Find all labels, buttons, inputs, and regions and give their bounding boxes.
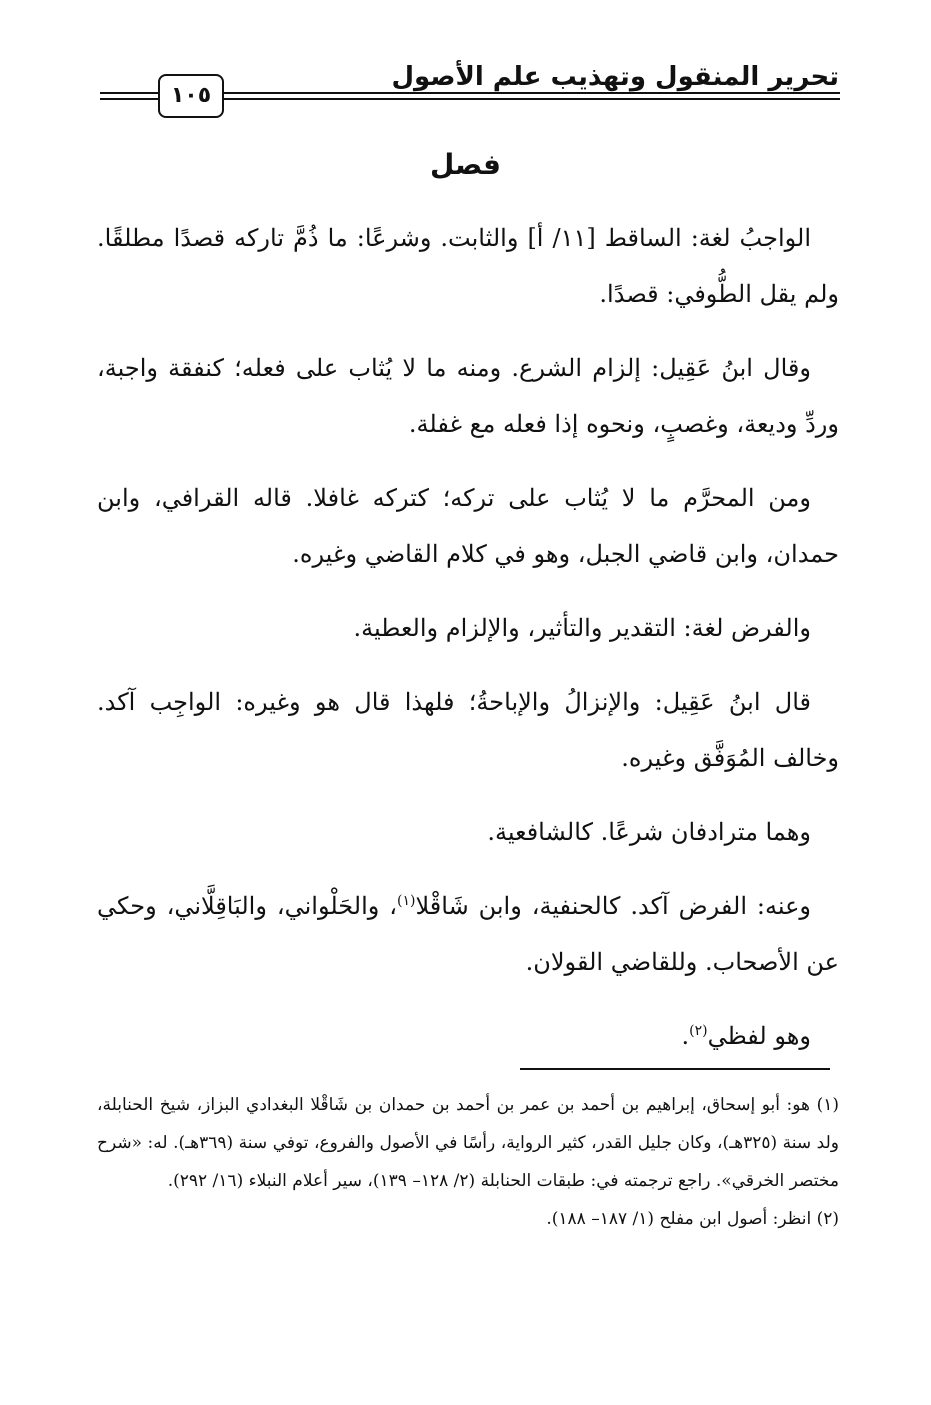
paragraph-text: وعنه: الفرض آكد. كالحنفية، وابن شَاقْلا: [415, 892, 811, 920]
footnote-reference-1[interactable]: (١): [397, 893, 416, 909]
paragraph-ibn-aqil-inzal: قال ابنُ عَقِيل: والإنزالُ والإباحةُ؛ فلهذا قال هو وغيره: الواجِب آكد. وخالف المُوَفَّق وغيره.: [97, 688, 839, 772]
footnote-reference-2[interactable]: (٢): [689, 1023, 708, 1039]
footnote-2: (٢) انظر: أصول ابن مفلح (١/ ١٨٧– ١٨٨).: [546, 1209, 839, 1229]
body-text: [97, 210, 839, 1082]
paragraph-text: .: [681, 1022, 690, 1050]
paragraph-lafzi: [97, 1008, 839, 1064]
footnote-1: (١) هو: أبو إسحاق، إبراهيم بن أحمد بن عمر بن أحمد بن حمدان بن شَاقْلا البغدادي البزاز، شيخ الحنابلة، ولد سنة (٣٢٥هـ)، وكان جليل القدر، كثير الرواية، رأسًا في الأصول والفروع، توفي سنة (٣٦٩هـ). له: «شرح مختصر الخرقي». راجع ترجمته في: طبقات الحنابلة (٢/ ١٢٨– ١٣٩)، سير أعلام النبلاء (١٦/ ٢٩٢).: [97, 1095, 839, 1191]
section-heading: فصل: [430, 148, 501, 181]
paragraph-text: ، والحَلْواني، والبَاقِلَّاني، وحكي عن الأصحاب. وللقاضي القولان.: [97, 892, 839, 976]
paragraph-muharram: ومن المحرَّم ما لا يُثاب على تركه؛ كتركه غافلا. قاله القرافي، وابن حمدان، وابن قاضي الجبل، وهو في كلام القاضي وغيره.: [97, 484, 839, 568]
running-header-title: تحرير المنقول وتهذيب علم الأصول: [391, 62, 839, 92]
paragraph-ibn-aqil-ilzam: وقال ابنُ عَقِيل: إلزام الشرع. ومنه ما لا يُثاب على فعله؛ كنفقة واجبة، وردِّ وديعة، وغصبٍ، ونحوه إذا فعله مع غفلة.: [97, 354, 839, 438]
paragraph-fard-definition: والفرض لغة: التقدير والتأثير، والإلزام والعطية.: [353, 614, 811, 642]
paragraph-mutaradifan: وهما مترادفان شرعًا. كالشافعية.: [487, 818, 811, 846]
footnote-separator: [520, 1068, 830, 1070]
paragraph-text: وهو لفظي: [707, 1022, 811, 1050]
paragraph-fard-akad: [97, 878, 839, 990]
paragraph-wajib-definition: الواجبُ لغة: الساقط [١١/ أ] والثابت. وشرعًا: ما ذُمَّ تاركه قصدًا مطلقًا. ولم يقل الطُّوفي: قصدًا.: [97, 224, 839, 308]
footnotes: [97, 1086, 839, 1238]
page-number: ١٠٥: [158, 74, 224, 118]
